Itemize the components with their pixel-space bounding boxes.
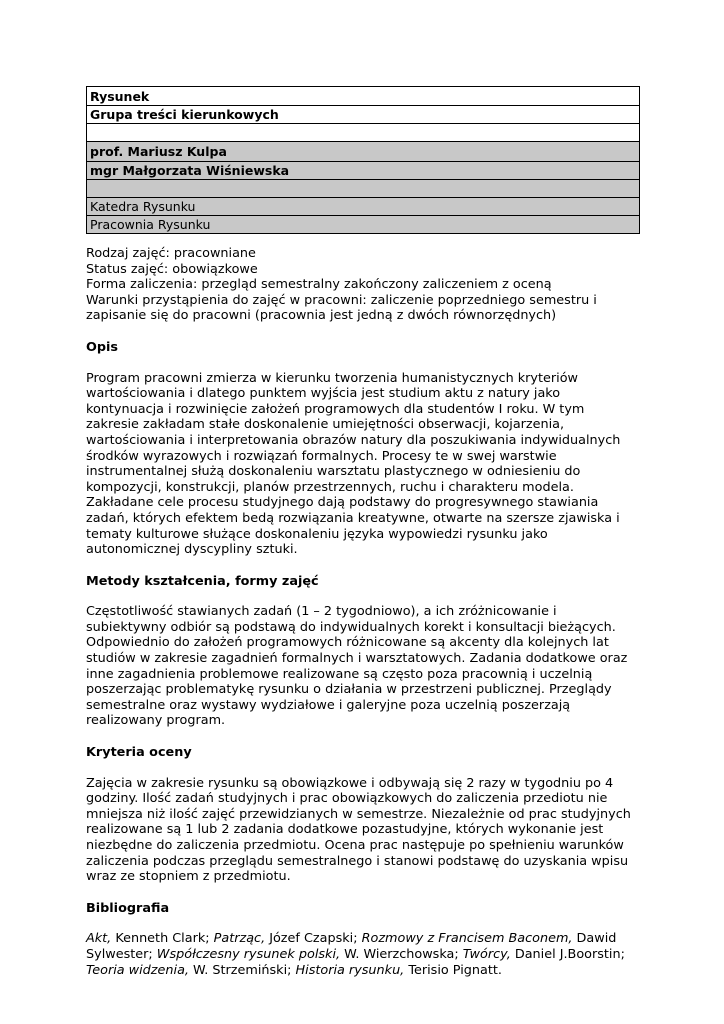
professor-name: prof. Mariusz Kulpa [87, 142, 640, 162]
biblio-author: W. Strzemiński; [188, 962, 296, 978]
course-header-table [86, 86, 640, 234]
section-text-metody-2: Odpowiednio do założeń programowych różnicowane są akcenty dla kolejnych lat studiów w zakresie zagadnień formalnych i warsztatowych. Zadania dodatkowe oraz inne zagadnienia problemowe realizowane są często poza pracownią i uczelnią poszerzając problematykę rysunku o działania w przestrzeni publicznej. Przeglądy semestralne oraz wystawy wydziałowe i galeryjne poza uczelnią poszerzają realizowany program. [86, 635, 628, 729]
biblio-author: W. Wierzchowska; [340, 946, 463, 962]
biblio-title: Rozmowy z Francisem Baconem, [361, 931, 573, 947]
section-heading-kryteria: Kryteria oceny [86, 745, 192, 761]
biblio-title: Teoria widzenia, [86, 962, 189, 978]
biblio-title: Współczesny rysunek polski, [156, 946, 341, 962]
biblio-title: Akt, [86, 931, 112, 947]
biblio-title: Twórcy, [462, 946, 511, 962]
biblio-author: Józef Czapski; [265, 931, 362, 947]
bibliography-list [86, 931, 640, 978]
section-heading-metody: Metody kształcenia, formy zajęć [86, 573, 319, 589]
studio-name: Pracownia Rysunku [87, 216, 640, 234]
section-text-opis: Program pracowni zmierza w kierunku tworzenia humanistycznych kryteriów wartościowania i dlatego punktem wyjścia jest studium aktu z natury jako kontynuacja i rozwinięcie założeń programowych dla studentów I roku. W tym zakresie zakładam stałe doskonalenie umiejętności obserwacji, kojarzenia, wartościowania i interpretowania obrazów natury dla poszukiwania indywidualnych środków wyrazowych i rozwiązań formalnych. Procesy te w swej warstwie instrumentalnej służą doskonaleniu warsztatu plastycznego w odniesieniu do kompozycji, konstrukcji, planów przestrzennych, ruchu i charakteru modela. Zakładane cele procesu studyjnego dają podstawy do progresywnego stawiania zadań, których efektem bedą rozwiązania kreatywne, otwarte na szersze zjawiska i tematy kulturowe służące doskonaleniu języka wypowiedzi rysunku jako autonomicznej dyscypliny sztuki. [86, 370, 621, 558]
meta-type: Rodzaj zajęć: pracowniane [86, 246, 256, 261]
section-heading-bibliografia: Bibliografia [86, 900, 170, 916]
biblio-title: Patrząc, [213, 931, 266, 947]
meta-status: Status zajęć: obowiązkowe [86, 261, 258, 277]
course-group: Grupa treści kierunkowych [87, 106, 640, 124]
empty-row [87, 124, 640, 142]
meta-form: Forma zaliczenia: przegląd semestralny zakończony zaliczeniem z oceną [86, 277, 552, 293]
course-meta [86, 246, 640, 324]
empty-row [87, 180, 640, 198]
biblio-author: Terisio Pignatt. [404, 962, 502, 978]
assistant-name: mgr Małgorzata Wiśniewska [87, 162, 640, 180]
course-title: Rysunek [87, 87, 640, 106]
biblio-author: Dawid Sylwester; [86, 931, 617, 962]
document-page [86, 86, 640, 978]
section-text-kryteria: Zajęcia w zakresie rysunku są obowiązkowe i odbywają się 2 razy w tygodniu po 4 godziny. Ilość zadań studyjnych i prac obowiązkowych do zaliczenia przediotu nie mniejsza niż ilość zajęć przewidzianych w semestrze. Niezależnie od prac studyjnych realizowane są 1 lub 2 zadania dodatkowe pozastudyjne, których wykonanie jest niezbędne do zaliczenia przedmiotu. Ocena prac następuje po spełnieniu warunków zaliczenia podczas przeglądu semestralnego i stanowi podstawę do uzyskania wpisu wraz ze stopniem z przedmiotu. [86, 775, 631, 885]
section-heading-opis: Opis [86, 339, 119, 355]
department-name: Katedra Rysunku [87, 198, 640, 216]
section-text-metody-1: Częstotliwość stawianych zadań (1 – 2 tygodniowo), a ich zróżnicowanie i subiektywny odbiór są podstawą do indywidualnych korekt i konsultacji bieżących. [86, 604, 616, 635]
biblio-author: Daniel J.Boorstin; [510, 946, 625, 962]
meta-conditions: Warunki przystąpienia do zajęć w pracowni: zaliczenie poprzedniego semestru i zapisanie się do pracowni (pracownia jest jedną z dwóch równorzędnych) [86, 292, 597, 324]
biblio-title: Historia rysunku, [295, 962, 405, 978]
biblio-author: Kenneth Clark; [111, 931, 214, 947]
